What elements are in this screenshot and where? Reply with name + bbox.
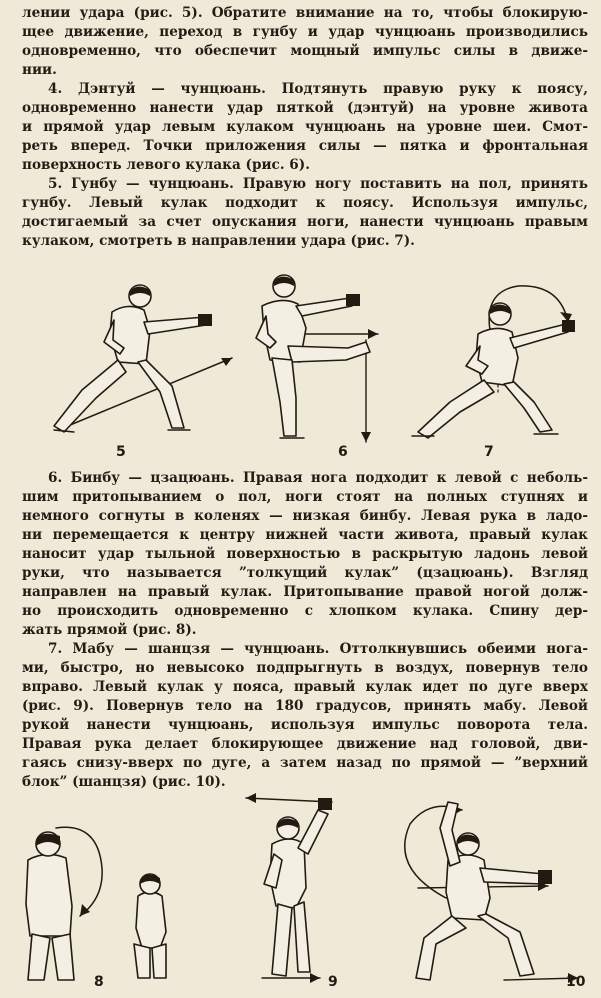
text-line: достигаемый за счет опускания ноги, нанести чунцюань правым: [22, 214, 588, 230]
figures-5-6-7: [0, 262, 601, 467]
figure-8-illustration: [26, 827, 166, 980]
text-line: гаясь снизу-вверх по дуге, а затем назад по прямой — ”верхний: [22, 755, 588, 771]
figure-10-number: 10: [566, 974, 586, 990]
text-line: поверхность левого кулака (рис. 6).: [22, 157, 310, 173]
text-line: немного согнуты в коленях — низкая бинбу. Левая рука в ладо-: [22, 508, 588, 524]
text-line: одновременно, что обеспечит мощный импульс силы в движе-: [22, 43, 588, 59]
text-line: но происходить одновременно с хлопком кулака. Спину дер-: [22, 603, 588, 619]
text-line: рукой нанести чунцюань, используя импульс поворота тела.: [22, 717, 588, 733]
text-line: гунбу. Левый кулак подходит к поясу. Используя импульс,: [22, 195, 588, 211]
text-line: 6. Бинбу — цзацюань. Правая нога подходит к левой с неболь-: [48, 470, 588, 486]
figure-10-illustration: [405, 802, 578, 983]
text-line: шим притопыванием о пол, ноги стоят на полных ступнях и: [22, 489, 588, 505]
text-line: одновременно нанести удар пяткой (дэнтуй) на уровне живота: [22, 100, 588, 116]
text-line: наносит удар тыльной поверхностью в раскрытую ладонь левой: [22, 546, 588, 562]
text-line: 4. Дэнтуй — чунцюань. Подтянуть правую руку к поясу,: [48, 81, 588, 97]
text-line: (рис. 9). Повернув тело на 180 градусов, принять мабу. Левой: [22, 698, 588, 714]
text-line: кулаком, смотреть в направлении удара (рис. 7).: [22, 233, 415, 249]
figure-8-number: 8: [94, 974, 104, 990]
figure-6-illustration: [256, 275, 378, 442]
figure-9-illustration: [246, 793, 332, 983]
text-block-middle: [22, 469, 588, 792]
text-line: 5. Гунбу — чунцюань. Правую ногу поставить на пол, принять: [48, 176, 588, 192]
figure-6-number: 6: [338, 444, 348, 460]
text-line: 7. Мабу — шанцзя — чунцюань. Оттолкнувшись обеими нога-: [48, 641, 588, 657]
figure-5-illustration: [54, 285, 232, 432]
text-line: Правая рука делает блокирующее движение над головой, дви-: [22, 736, 588, 752]
text-line: направлен на правый кулак. Притопывание правой ногой долж-: [22, 584, 588, 600]
text-line: жать прямой (рис. 8).: [22, 622, 197, 638]
figure-9-number: 9: [328, 974, 338, 990]
text-line: ни перемещается к центру нижней части живота, правый кулак: [22, 527, 588, 543]
figure-7-number: 7: [484, 444, 494, 460]
text-line: блок” (шанцзя) (рис. 10).: [22, 774, 226, 790]
text-block-top: [22, 4, 588, 251]
figures-8-9-10: [0, 788, 601, 998]
figure-7-illustration: [412, 286, 575, 438]
text-line: ми, быстро, но невысоко подпрыгнуть в воздух, повернув тело: [22, 660, 588, 676]
text-line: руки, что называется ”толкущий кулак” (цзацюань). Взгляд: [22, 565, 588, 581]
text-line: лении удара (рис. 5). Обратите внимание на то, чтобы блокирую-: [22, 5, 588, 21]
figure-5-number: 5: [116, 444, 126, 460]
text-line: нии.: [22, 62, 57, 78]
text-line: реть вперед. Точки приложения силы — пятка и фронтальная: [22, 138, 588, 154]
text-line: щее движение, переход в гунбу и удар чунцюань производились: [22, 24, 588, 40]
text-line: и прямой удар левым кулаком чунцюань на уровне шеи. Смот-: [22, 119, 588, 135]
text-line: вправо. Левый кулак у пояса, правый кулак идет по дуге вверх: [22, 679, 588, 695]
